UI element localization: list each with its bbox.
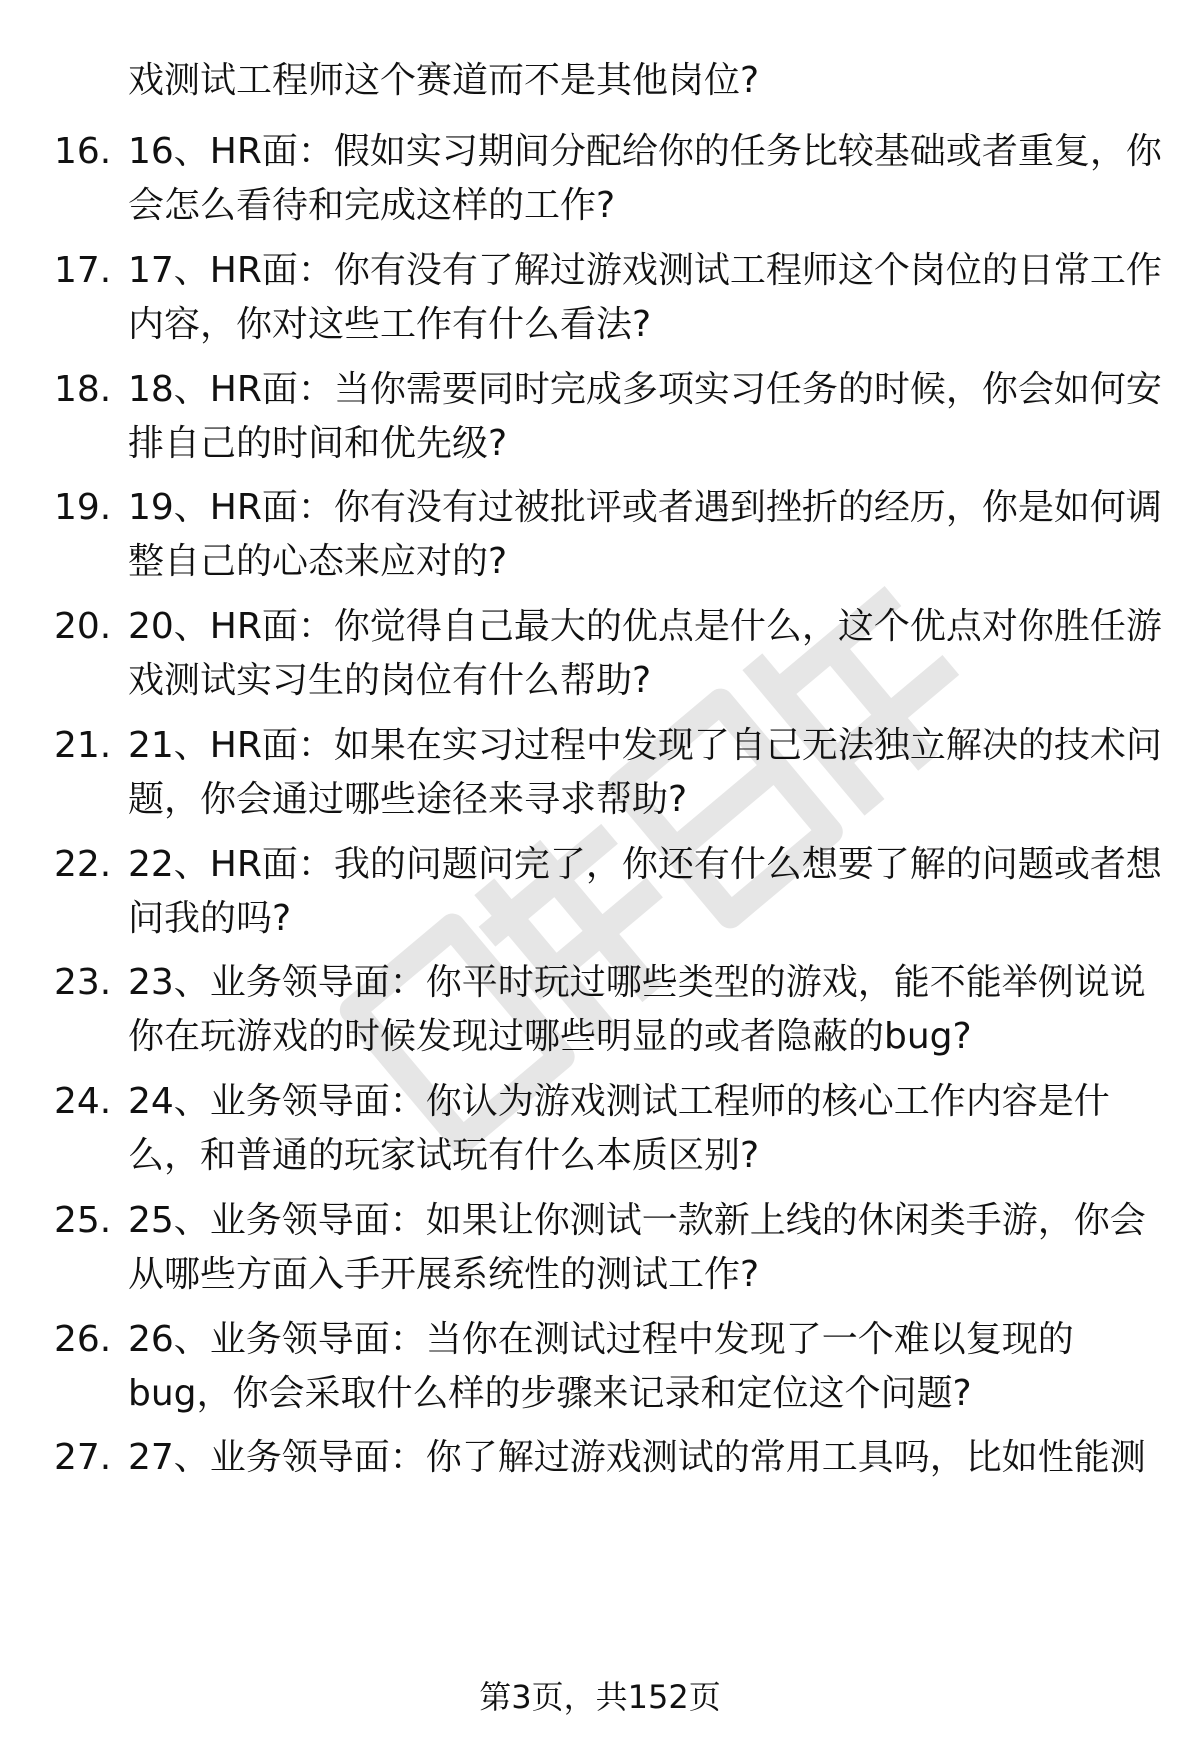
question-number: 24. bbox=[54, 1081, 112, 1122]
question-text-line: 内容，你对这些工作有什么看法? bbox=[128, 304, 652, 345]
question-number: 27. bbox=[54, 1437, 112, 1478]
question-number: 26. bbox=[54, 1319, 112, 1360]
question-text-line: 25、业务领导面：如果让你测试一款新上线的休闲类手游，你会 bbox=[128, 1200, 1146, 1241]
question-text-line: 26、业务领导面：当你在测试过程中发现了一个难以复现的 bbox=[128, 1319, 1074, 1360]
question-text-line: 27、业务领导面：你了解过游戏测试的常用工具吗，比如性能测 bbox=[128, 1437, 1146, 1478]
question-number: 23. bbox=[54, 962, 112, 1003]
question-text-line: 排自己的时间和优先级? bbox=[128, 423, 508, 464]
question-number: 22. bbox=[54, 844, 112, 885]
question-number: 20. bbox=[54, 606, 112, 647]
question-text-line: 18、HR面：当你需要同时完成多项实习任务的时候，你会如何安 bbox=[128, 369, 1162, 410]
question-text-line: 问我的吗? bbox=[128, 898, 292, 939]
question-text-line: 么，和普通的玩家试玩有什么本质区别? bbox=[128, 1135, 760, 1176]
question-text-line: 会怎么看待和完成这样的工作? bbox=[128, 185, 616, 226]
page-number-footer: 第3页，共152页 bbox=[479, 1678, 721, 1716]
question-text-line: bug，你会采取什么样的步骤来记录和定位这个问题? bbox=[128, 1373, 972, 1414]
question-text-line: 22、HR面：我的问题问完了，你还有什么想要了解的问题或者想 bbox=[128, 844, 1162, 885]
question-number: 18. bbox=[54, 369, 112, 410]
question-text-line: 从哪些方面入手开展系统性的测试工作? bbox=[128, 1254, 760, 1295]
question-number: 16. bbox=[54, 131, 112, 172]
question-number: 17. bbox=[54, 250, 112, 291]
question-number: 19. bbox=[54, 487, 112, 528]
question-text-line: 戏测试实习生的岗位有什么帮助? bbox=[128, 660, 652, 701]
question-text-line: 你在玩游戏的时候发现过哪些明显的或者隐蔽的bug? bbox=[128, 1016, 972, 1057]
question-text-line: 24、业务领导面：你认为游戏测试工程师的核心工作内容是什 bbox=[128, 1081, 1110, 1122]
question-text-line: 整自己的心态来应对的? bbox=[128, 541, 508, 582]
question-text-line: 20、HR面：你觉得自己最大的优点是什么，这个优点对你胜任游 bbox=[128, 606, 1162, 647]
question-text-line: 21、HR面：如果在实习过程中发现了自己无法独立解决的技术问 bbox=[128, 725, 1162, 766]
question-text-line: 17、HR面：你有没有了解过游戏测试工程师这个岗位的日常工作 bbox=[128, 250, 1162, 291]
question-text-line: 19、HR面：你有没有过被批评或者遇到挫折的经历，你是如何调 bbox=[128, 487, 1162, 528]
question-text-line: 16、HR面：假如实习期间分配给你的任务比较基础或者重复，你 bbox=[128, 131, 1162, 172]
question-text-line: 题，你会通过哪些途径来寻求帮助? bbox=[128, 779, 688, 820]
question-text-line: 23、业务领导面：你平时玩过哪些类型的游戏，能不能举例说说 bbox=[128, 962, 1146, 1003]
question-number: 25. bbox=[54, 1200, 112, 1241]
question-text-line: 戏测试工程师这个赛道而不是其他岗位? bbox=[128, 60, 760, 101]
question-number: 21. bbox=[54, 725, 112, 766]
